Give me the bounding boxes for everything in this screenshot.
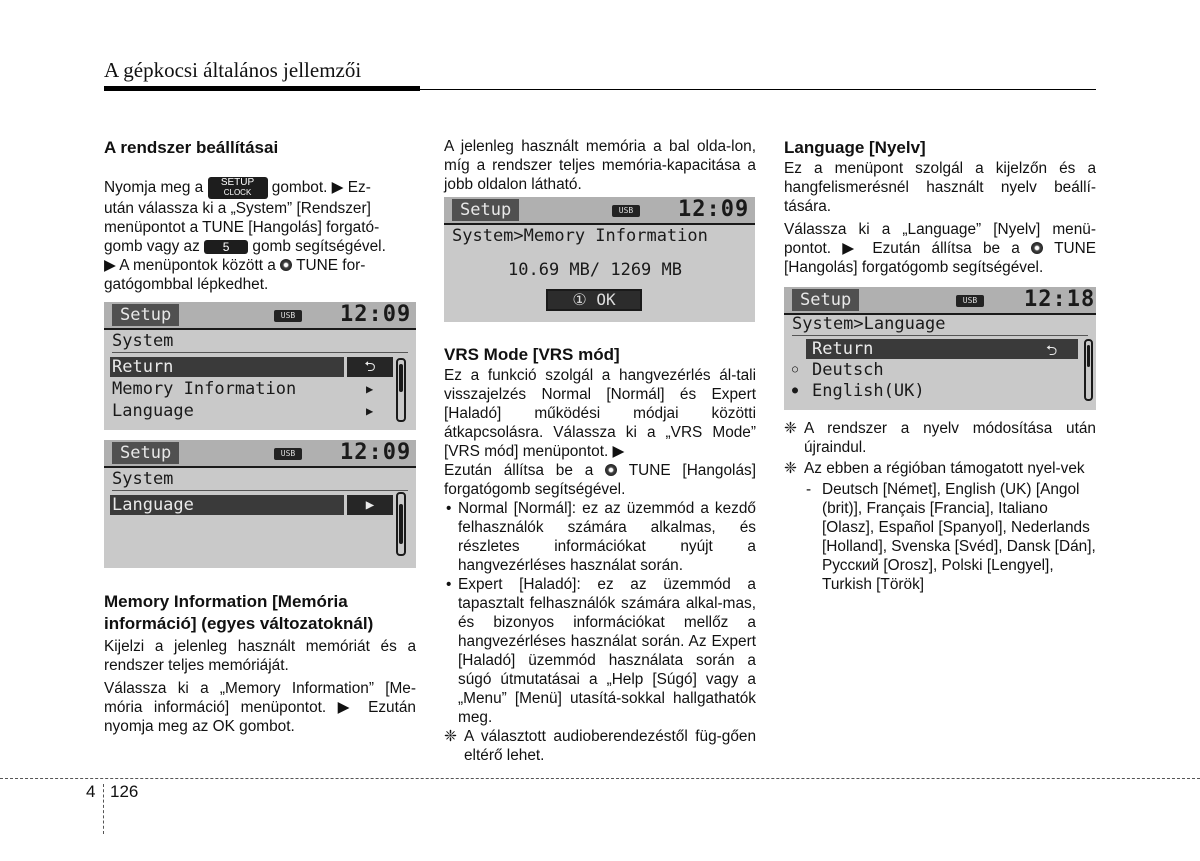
screen-breadcrumb: System>Memory Information	[452, 226, 708, 246]
note	[444, 727, 756, 765]
divider	[112, 352, 408, 353]
ok-button[interactable]	[546, 289, 642, 311]
note	[784, 459, 1096, 478]
section-heading-system-settings: A rendszer beállításai	[104, 138, 279, 157]
section-heading-memory-information	[104, 591, 416, 635]
system-settings-instructions	[104, 177, 416, 294]
return-arrow-icon: ⮌	[347, 357, 393, 377]
text-run: gomb segítségével.	[252, 238, 386, 255]
note-marker-icon: ❈	[784, 460, 797, 477]
text-run: TUNE [Hangolás] forgatógomb segítségével.	[784, 240, 1096, 276]
text-run: TUNE for-	[296, 257, 366, 274]
note-marker-icon: ❈	[784, 420, 797, 437]
memory-description: A jelenleg használt memória a bal olda-lon, míg a rendszer teljes memória-kapacitása a jobb oldalon látható.	[444, 138, 756, 193]
text-run: menüpontot a TUNE [Hangolás] forgató-	[104, 219, 380, 236]
return-arrow-icon: ⮌	[1046, 343, 1058, 359]
left-column	[104, 137, 416, 294]
number-5-button-icon: 5	[204, 240, 248, 254]
language-description: Ez a menüpont szolgál a kijelzőn és a hangfelismerésnél használt nyelv beállí-tására.	[784, 160, 1096, 215]
clock-display: 12:09	[678, 197, 750, 222]
screen-title: Setup	[112, 442, 179, 464]
middle-column	[444, 137, 756, 194]
clock-display: 12:18	[1024, 287, 1096, 312]
right-column	[784, 137, 1096, 277]
chevron-right-icon: ▶	[347, 495, 393, 515]
note-text: A választott audioberendezéstől füg-gően eltérő lehet.	[464, 728, 756, 764]
tune-knob-icon	[605, 464, 617, 476]
middle-column-lower	[444, 344, 756, 765]
dash-marker: -	[806, 481, 812, 498]
screen-title: Setup	[452, 199, 519, 221]
usb-icon: USB	[956, 295, 984, 307]
header-thin-rule	[420, 89, 1096, 90]
tune-knob-icon	[1031, 242, 1043, 254]
section-heading-vrs-mode: VRS Mode [VRS mód]	[444, 345, 620, 364]
footer-dashed-rule	[0, 778, 1200, 779]
chevron-right-icon: ▶	[366, 404, 374, 418]
language-instructions	[784, 220, 1096, 277]
note-marker-icon: ❈	[444, 728, 457, 745]
text-run: Ezután állítsa be a	[444, 462, 594, 479]
menu-item-return-label: Return	[112, 357, 174, 377]
heading-line: Memory Information [Memória	[104, 592, 348, 611]
usb-icon: USB	[274, 310, 302, 322]
usb-icon: USB	[274, 448, 302, 460]
screen-language	[784, 287, 1096, 410]
text-run: gombot. ▶ Ez-	[271, 179, 371, 197]
screen-memory-information	[444, 197, 755, 322]
supported-languages-text: Deutsch [Német], English (UK) [Angol (brit)], Français [Francia], Italiano [Olasz], Español [Spanyol], Nederlands [Holland], Svenska [Svéd], Dansk [Dán], Русский [Orosz], Polski [Lengyel], Turkish [Török]	[822, 481, 1096, 593]
memory-usage-value: 10.69 MB/ 1269 MB	[508, 260, 682, 280]
radio-empty-icon[interactable]: ○	[792, 364, 799, 375]
note-text: Az ebben a régióban támogatott nyel-vek	[804, 460, 1085, 477]
text-run: gomb vagy az	[104, 238, 200, 255]
section-heading-language: Language [Nyelv]	[784, 138, 926, 157]
tune-knob-icon	[280, 259, 292, 271]
section-number: 4	[86, 782, 96, 801]
scrollbar[interactable]	[396, 358, 406, 422]
list-item: • Normal [Normál]: ez az üzemmód a kezdő felhasználók számára alkalmas, és részletes információkat nyújt a hangvezérléses használat során.	[444, 499, 756, 575]
vrs-mode-instructions	[444, 461, 756, 499]
scrollbar[interactable]	[396, 492, 406, 556]
ok-number-icon: ①	[572, 290, 587, 309]
page-header-title: A gépkocsi általános jellemzői	[104, 58, 362, 82]
supported-languages-item	[784, 480, 1096, 594]
vrs-mode-paragraph: Ez a funkció szolgál a hangvezérlés ál-tali visszajelzés Normal [Normál] és Expert [Haladó] működési módjai közötti átkapcsolásra. Válassza ki a „VRS Mode” [VRS mód] menüpontot. ▶	[444, 367, 756, 460]
text-run: ▶ A menüpontok között a	[104, 257, 276, 274]
menu-item-language-label: Language	[112, 495, 194, 515]
scrollbar-thumb[interactable]	[399, 504, 403, 544]
screen-system-menu	[104, 302, 416, 430]
screen-breadcrumb: System	[112, 469, 174, 489]
screen-breadcrumb: System>Language	[792, 314, 946, 334]
clock-display: 12:09	[340, 302, 412, 327]
note-text: A rendszer a nyelv módosítása után újraindul.	[804, 420, 1096, 456]
screen-breadcrumb: System	[112, 331, 174, 351]
usb-icon: USB	[612, 205, 640, 217]
scrollbar[interactable]	[1084, 339, 1093, 401]
menu-item-english-uk[interactable]: English(UK)	[812, 381, 925, 401]
ok-label: OK	[596, 290, 616, 309]
clock-label: CLOCK	[223, 188, 252, 197]
menu-item-deutsch[interactable]: Deutsch	[812, 360, 884, 380]
text-run: forgatógomb segítségével.	[444, 481, 626, 498]
scrollbar-thumb[interactable]	[1087, 345, 1090, 367]
menu-item-language[interactable]: Language	[112, 401, 194, 421]
note	[784, 419, 1096, 457]
setup-clock-button-icon	[208, 177, 268, 199]
text-run: Válassza ki a „Language” [Nyelv] menü-pontot. ▶ Ezután állítsa be a	[784, 221, 1096, 257]
setup-label: SETUP	[220, 177, 255, 188]
chevron-right-icon: ▶	[366, 382, 374, 396]
scrollbar-thumb[interactable]	[399, 364, 403, 392]
memory-info-paragraph: Kijelzi a jelenleg használt memóriát és a rendszer teljes memóriáját.	[104, 638, 416, 674]
header-thick-rule	[104, 86, 420, 91]
text-run: TUNE [Hangolás]	[628, 462, 756, 479]
screen-system-language	[104, 440, 416, 568]
text-run: után válassza ki a „System” [Rendszer]	[104, 200, 371, 217]
divider	[792, 335, 1088, 336]
footer-vertical-dashed-rule	[103, 784, 104, 834]
right-column-lower	[784, 419, 1096, 594]
divider	[112, 490, 408, 491]
menu-item-return-label: Return	[812, 339, 874, 359]
radio-selected-icon[interactable]: ●	[792, 385, 799, 396]
list-item: • Expert [Haladó]: ez az üzemmód a tapasztalt felhasználók számára alkal-mas, és bizonyos információkat mellőz a hangvezérléses használat során. Az Expert [Haladó] üzemmód használata során a súgó útmutatásai a „Help [Súgó] vagy a „Menu” [Menü] utasítá-sokkal hallgathatók meg.	[444, 575, 756, 727]
screen-title: Setup	[792, 289, 859, 311]
clock-display: 12:09	[340, 440, 412, 465]
text-run: gatógombbal lépkedhet.	[104, 276, 269, 293]
memory-info-instructions: Válassza ki a „Memory Information” [Me-mória információ] menüpontot. ▶ Ezután nyomja meg az OK gombot.	[104, 680, 416, 735]
text-run: Nyomja meg a	[104, 179, 204, 197]
heading-line: információ] (egyes változatoknál)	[104, 614, 374, 633]
menu-item-memory-information[interactable]: Memory Information	[112, 379, 297, 399]
left-column-lower	[104, 591, 416, 736]
screen-title: Setup	[112, 304, 179, 326]
page-number: 126	[110, 782, 139, 801]
vrs-mode-list	[444, 499, 756, 727]
